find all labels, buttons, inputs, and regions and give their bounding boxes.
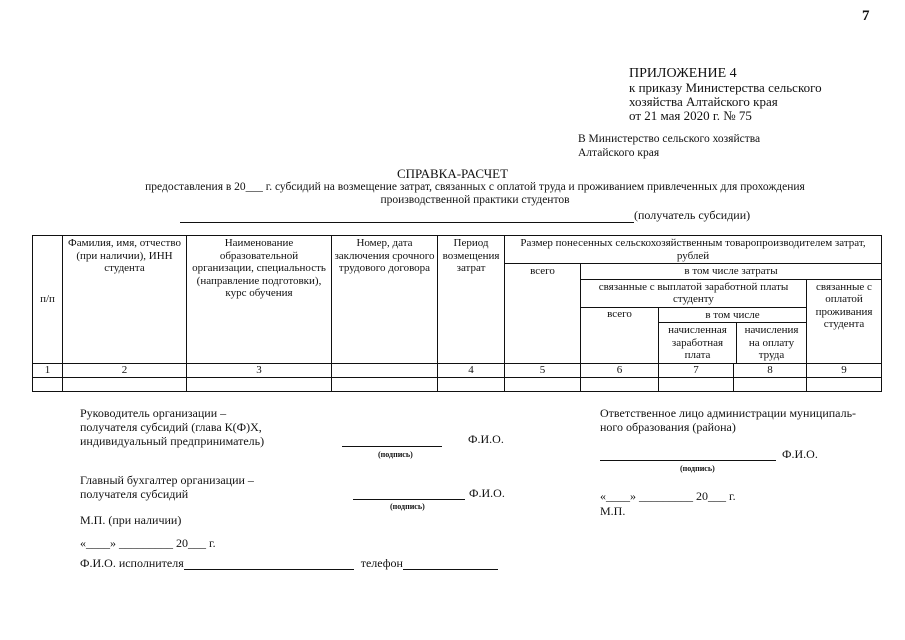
phone-label: телефон xyxy=(360,556,403,570)
header-period: Период возмещения затрат xyxy=(438,236,505,364)
appendix-line: от 21 мая 2020 г. № 75 xyxy=(629,108,752,123)
head-signature-label xyxy=(80,406,264,448)
column-number: 7 xyxy=(659,363,734,377)
table-cell[interactable] xyxy=(438,377,505,391)
column-number: 6 xyxy=(581,363,659,377)
header-total2: всего xyxy=(607,307,632,320)
right-stamp-label: М.П. xyxy=(600,504,626,518)
header-student-name: Фамилия, имя, отчество (при наличии), ИНН студента xyxy=(63,236,187,364)
column-number: 1 xyxy=(33,363,63,377)
left-date[interactable]: «____» _________ 20___ г. xyxy=(80,536,216,550)
table-cell[interactable] xyxy=(187,377,332,391)
table-cell[interactable] xyxy=(63,377,187,391)
executor-line[interactable] xyxy=(184,557,354,570)
table-cell[interactable] xyxy=(659,377,734,391)
header-total: всего xyxy=(505,264,581,364)
table-cell[interactable] xyxy=(33,377,63,391)
receiver-blank xyxy=(180,210,634,223)
accountant-fio: Ф.И.О. xyxy=(469,486,505,500)
header-salary-cell xyxy=(581,307,659,363)
phone-line[interactable] xyxy=(403,557,498,570)
head-sign-caption: (подпись) xyxy=(378,450,413,459)
recipient-line: В Министерство сельского хозяйства xyxy=(578,133,761,145)
receiver-caption: (получатель субсидии) xyxy=(634,208,751,222)
appendix-header xyxy=(629,67,822,123)
table-row xyxy=(33,377,882,391)
accountant-sign-caption: (подпись) xyxy=(390,502,425,511)
municipal-signature-line[interactable] xyxy=(600,448,776,461)
header-housing: связанные с оплатой проживания студента xyxy=(807,279,882,363)
municipal-fio: Ф.И.О. xyxy=(782,447,818,461)
head-signature-line[interactable] xyxy=(342,434,442,447)
table-cell[interactable] xyxy=(332,377,438,391)
page-number: 7 xyxy=(862,8,870,24)
subtitle-line: предоставления в 20___ г. субсидий на возмещение затрат, связанных с оплатой труда и проживанием привлеченных для прохождения xyxy=(145,181,805,193)
head-line: индивидуальный предприниматель) xyxy=(80,434,265,448)
municipal-line: Ответственное лицо администрации муниципаль- xyxy=(600,406,857,420)
header-payroll-charges: начисления на оплату труда xyxy=(744,324,799,361)
right-date[interactable]: «____» _________ 20___ г. xyxy=(600,489,736,503)
accountant-line: получателя субсидий xyxy=(80,487,189,501)
stamp-label: М.П. (при наличии) xyxy=(80,513,182,527)
column-number: 4 xyxy=(438,363,505,377)
executor-row xyxy=(80,556,498,570)
column-number: 3 xyxy=(187,363,332,377)
column-number: 5 xyxy=(505,363,581,377)
accountant-line: Главный бухгалтер организации – xyxy=(80,473,254,487)
head-fio: Ф.И.О. xyxy=(468,432,504,446)
header-including: в том числе xyxy=(659,308,806,324)
column-number: 8 xyxy=(734,363,807,377)
document-subtitle xyxy=(90,181,860,207)
executor-label: Ф.И.О. исполнителя xyxy=(80,556,184,570)
header-contract: Номер, дата заключения срочного трудового договора xyxy=(332,236,438,364)
column-number xyxy=(332,363,438,377)
recipient-block xyxy=(578,132,760,160)
header-costs: Размер понесенных сельскохозяйственным товаропроизводителем затрат, рублей xyxy=(505,236,882,264)
header-salary-related: связанные с выплатой заработной платы студенту xyxy=(581,279,807,307)
table-cell[interactable] xyxy=(505,377,581,391)
appendix-line: к приказу Министерства сельского xyxy=(629,80,822,95)
table-cell[interactable] xyxy=(734,377,807,391)
municipal-sign-caption: (подпись) xyxy=(680,464,715,473)
municipal-line: ного образования (района) xyxy=(600,420,736,434)
head-line: Руководитель организации – xyxy=(80,406,227,420)
header-education-org: Наименование образовательной организации, специальность (направление подготовки), курс обучения xyxy=(187,236,332,364)
accountant-signature-line[interactable] xyxy=(353,487,465,500)
subtitle-line: производственной практики студентов xyxy=(380,194,570,206)
header-pp: п/п xyxy=(33,236,63,364)
calculation-table xyxy=(32,235,882,392)
head-line: получателя субсидий (глава К(Ф)Х, xyxy=(80,420,262,434)
appendix-title: ПРИЛОЖЕНИЕ 4 xyxy=(629,66,737,81)
header-including-costs: в том числе затраты xyxy=(581,264,882,280)
document-title: СПРАВКА-РАСЧЕТ xyxy=(396,166,509,181)
header-including-cell xyxy=(659,307,807,363)
table-cell[interactable] xyxy=(807,377,882,391)
column-number: 2 xyxy=(63,363,187,377)
table-cell[interactable] xyxy=(581,377,659,391)
receiver-row xyxy=(180,208,750,223)
accountant-signature-label xyxy=(80,473,254,501)
recipient-line: Алтайского края xyxy=(578,147,660,159)
municipal-signature-label xyxy=(600,406,883,434)
appendix-line: хозяйства Алтайского края xyxy=(629,94,778,109)
column-number: 9 xyxy=(807,363,882,377)
header-accrued-salary: начисленная заработная плата xyxy=(659,323,737,363)
